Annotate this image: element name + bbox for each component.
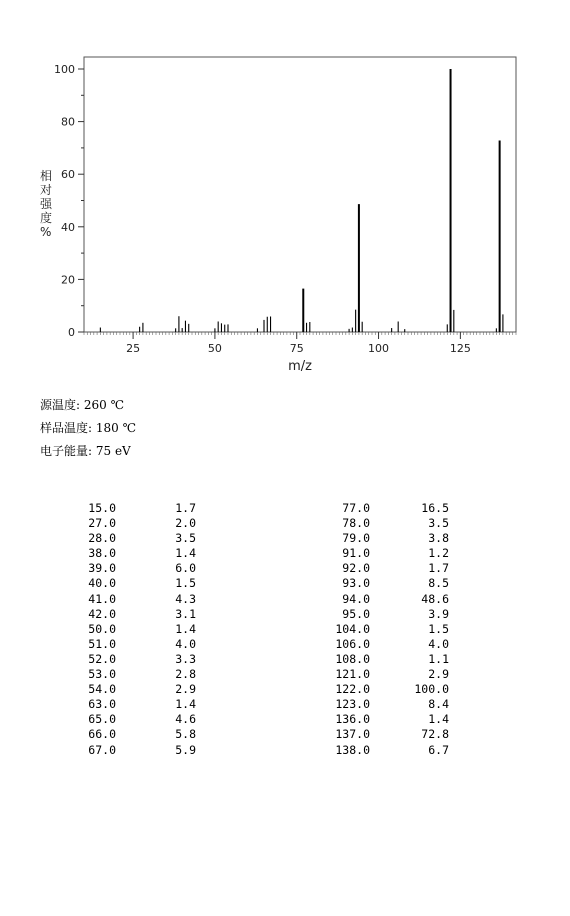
y-tick-label: 40 bbox=[61, 220, 75, 234]
electron-energy: 电子能量: 75 eV bbox=[40, 444, 131, 458]
table-cell: 28.0 bbox=[88, 531, 116, 546]
y-tick-label: 0 bbox=[68, 326, 75, 339]
table-cell: 66.0 bbox=[88, 727, 116, 742]
y-tick-label: 60 bbox=[61, 168, 75, 182]
y-tick-label: 20 bbox=[61, 273, 75, 287]
table-cell: 121.0 bbox=[335, 667, 370, 682]
table-cell: 52.0 bbox=[88, 651, 116, 666]
table-cell: 15.0 bbox=[88, 501, 116, 515]
table-cell: 39.0 bbox=[88, 561, 116, 576]
table-cell: 122.0 bbox=[335, 682, 370, 697]
table-cell: 4.3 bbox=[175, 591, 196, 606]
left-intensity-column bbox=[136, 501, 196, 758]
table-cell: 27.0 bbox=[88, 516, 116, 531]
table-cell: 1.4 bbox=[175, 621, 196, 636]
table-cell: 4.0 bbox=[428, 636, 449, 651]
right-intensity-column bbox=[389, 501, 449, 758]
table-cell: 5.9 bbox=[175, 742, 196, 757]
y-axis-label: 相 对 强 度 % bbox=[40, 169, 53, 239]
table-cell: 50.0 bbox=[88, 621, 116, 636]
table-cell: 1.4 bbox=[175, 697, 196, 712]
table-cell: 53.0 bbox=[88, 667, 116, 682]
table-cell: 8.4 bbox=[428, 697, 449, 712]
x-tick-label: 25 bbox=[126, 342, 141, 355]
table-cell: 95.0 bbox=[342, 606, 370, 621]
x-tick-label: 100 bbox=[368, 342, 390, 355]
table-cell: 38.0 bbox=[88, 546, 116, 561]
table-cell: 1.5 bbox=[428, 621, 449, 636]
table-cell: 79.0 bbox=[342, 531, 370, 546]
right-mz-column bbox=[310, 501, 370, 758]
table-cell: 100.0 bbox=[414, 682, 449, 697]
table-cell: 3.8 bbox=[428, 531, 449, 546]
table-cell: 3.3 bbox=[175, 651, 196, 666]
table-cell: 3.5 bbox=[428, 516, 449, 531]
table-cell: 16.5 bbox=[421, 501, 449, 515]
table-cell: 5.8 bbox=[175, 727, 196, 742]
x-tick-label: 75 bbox=[289, 342, 304, 355]
table-cell: 138.0 bbox=[335, 742, 370, 757]
x-axis-ticks bbox=[126, 332, 471, 355]
table-cell: 92.0 bbox=[342, 561, 370, 576]
y-tick-label: 80 bbox=[61, 115, 75, 129]
table-cell: 4.0 bbox=[175, 636, 196, 651]
table-cell: 104.0 bbox=[335, 621, 370, 636]
table-cell: 65.0 bbox=[88, 712, 116, 727]
table-cell: 1.4 bbox=[175, 546, 196, 561]
table-cell: 72.8 bbox=[421, 727, 449, 742]
table-cell: 51.0 bbox=[88, 636, 116, 651]
mass-spectrum-chart bbox=[0, 0, 570, 380]
table-cell: 108.0 bbox=[335, 651, 370, 666]
table-cell: 2.0 bbox=[175, 516, 196, 531]
table-cell: 41.0 bbox=[88, 591, 116, 606]
y-tick-label: 100 bbox=[54, 63, 75, 76]
table-cell: 91.0 bbox=[342, 546, 370, 561]
table-cell: 2.9 bbox=[175, 682, 196, 697]
table-cell: 1.2 bbox=[428, 546, 449, 561]
table-cell: 3.1 bbox=[175, 606, 196, 621]
table-cell: 3.9 bbox=[428, 606, 449, 621]
table-cell: 1.5 bbox=[175, 576, 196, 591]
table-cell: 6.7 bbox=[428, 742, 449, 757]
y-axis-ticks bbox=[54, 63, 84, 339]
table-cell: 78.0 bbox=[342, 516, 370, 531]
table-cell: 63.0 bbox=[88, 697, 116, 712]
table-cell: 3.5 bbox=[175, 531, 196, 546]
sample-temperature: 样品温度: 180 ℃ bbox=[40, 421, 137, 435]
table-cell: 77.0 bbox=[342, 501, 370, 515]
table-cell: 106.0 bbox=[335, 636, 370, 651]
table-cell: 8.5 bbox=[428, 576, 449, 591]
table-cell: 136.0 bbox=[335, 712, 370, 727]
table-cell: 40.0 bbox=[88, 576, 116, 591]
table-cell: 123.0 bbox=[335, 697, 370, 712]
table-cell: 1.7 bbox=[175, 501, 196, 515]
table-cell: 4.6 bbox=[175, 712, 196, 727]
table-cell: 42.0 bbox=[88, 606, 116, 621]
left-mz-column bbox=[56, 501, 116, 758]
table-cell: 48.6 bbox=[421, 591, 449, 606]
table-cell: 6.0 bbox=[175, 561, 196, 576]
x-axis-label: m/z bbox=[288, 359, 312, 374]
table-cell: 2.8 bbox=[175, 667, 196, 682]
x-tick-label: 125 bbox=[449, 342, 471, 355]
table-cell: 1.1 bbox=[428, 651, 449, 666]
table-cell: 94.0 bbox=[342, 591, 370, 606]
source-temperature: 源温度: 260 ℃ bbox=[40, 398, 125, 412]
table-cell: 93.0 bbox=[342, 576, 370, 591]
table-cell: 54.0 bbox=[88, 682, 116, 697]
table-cell: 2.9 bbox=[428, 667, 449, 682]
x-tick-label: 50 bbox=[207, 342, 222, 355]
spectrum-bars bbox=[100, 69, 503, 332]
table-cell: 67.0 bbox=[88, 742, 116, 757]
table-cell: 137.0 bbox=[335, 727, 370, 742]
table-cell: 1.7 bbox=[428, 561, 449, 576]
table-cell: 1.4 bbox=[428, 712, 449, 727]
